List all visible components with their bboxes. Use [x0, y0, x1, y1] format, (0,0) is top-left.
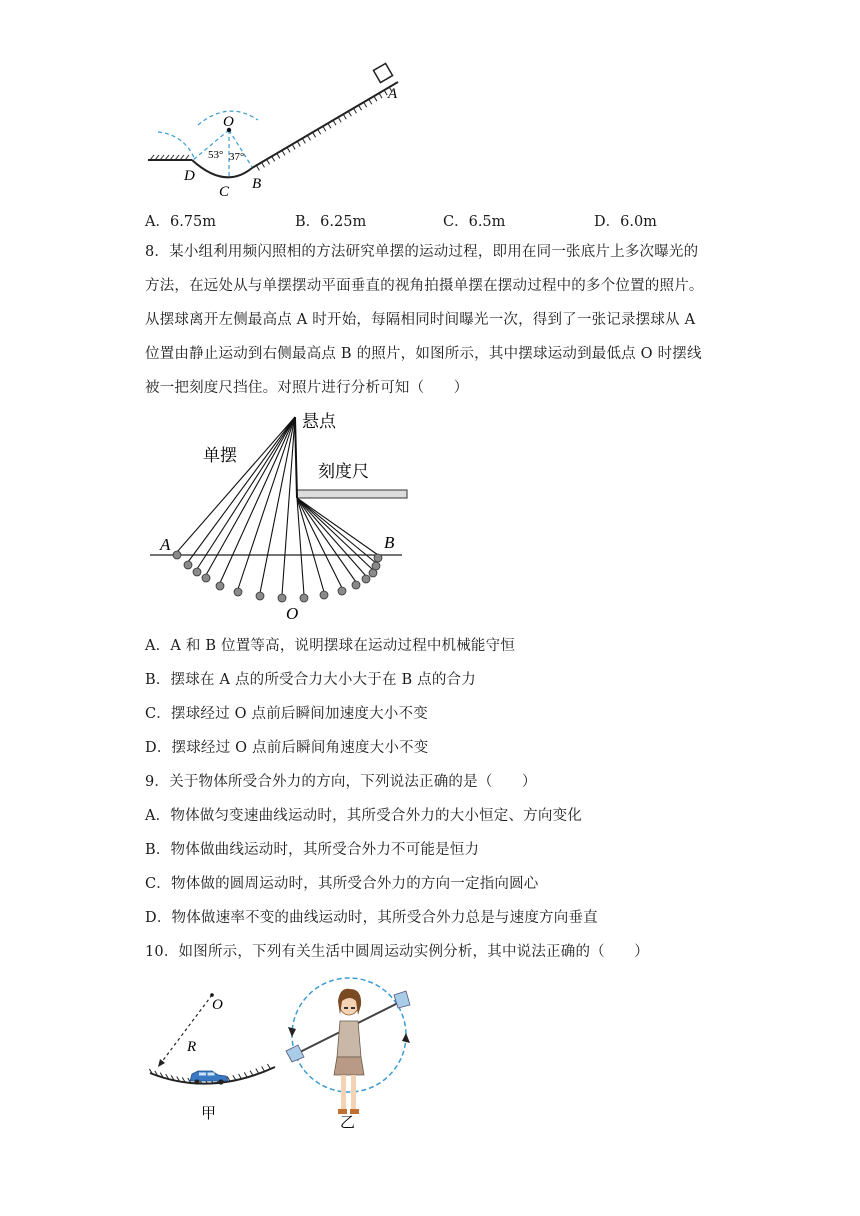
q7-figure	[140, 60, 420, 200]
q8-stem-line-2: 方法，在远处从与单摆摆动平面垂直的视角拍摄单摆在摆动过程中的多个位置的照片。	[145, 278, 704, 294]
q10-label-O: O	[212, 997, 223, 1013]
q7-option-d[interactable]: D．6.0m	[594, 214, 657, 230]
q10-stem: 10．如图所示，下列有关生活中圆周运动实例分析，其中说法正确的（ ）	[145, 944, 649, 960]
q8-option-c[interactable]: C．摆球经过 O 点前后瞬间加速度大小不变	[145, 706, 428, 722]
q8-option-a[interactable]: A．A 和 B 位置等高，说明摆球在运动过程中机械能守恒	[145, 638, 516, 654]
q8-label-O: O	[286, 604, 299, 623]
q8-ruler-label: 刻度尺	[318, 462, 369, 482]
q7-label-A: A	[388, 86, 398, 102]
q9-option-d[interactable]: D．物体做速率不变的曲线运动时，其所受合外力总是与速度方向垂直	[145, 910, 598, 926]
q10-figure-jia	[140, 985, 285, 1125]
q8-option-b[interactable]: B．摆球在 A 点的所受合力大小大于在 B 点的合力	[145, 672, 476, 688]
q8-stem-line-4: 位置由静止运动到右侧最高点 B 的照片，如图所示，其中摆球运动到最低点 O 时摆线	[145, 346, 702, 362]
q7-option-a[interactable]: A．6.75m	[145, 214, 217, 230]
q7-label-O: O	[223, 114, 234, 130]
q8-stem-line-3: 从摆球离开左侧最高点 A 时开始，每隔相同时间曝光一次，得到了一张记录摆球从 A	[145, 312, 696, 328]
pendulum-ball	[338, 587, 346, 595]
q8-figure	[140, 405, 430, 625]
pendulum-ball	[234, 588, 242, 596]
pendulum-ball	[374, 554, 382, 562]
pendulum-ball	[173, 551, 181, 559]
q7-label-B: B	[252, 176, 262, 192]
pendulum-ball	[184, 561, 192, 569]
q7-label-D: D	[184, 168, 195, 184]
q8-ruler	[297, 490, 407, 498]
q10-figure-yi	[280, 965, 425, 1130]
q7-option-c[interactable]: C．6.5m	[443, 214, 506, 230]
q8-label-A: A	[160, 535, 171, 554]
pendulum-ball	[216, 582, 224, 590]
q8-label-B: B	[384, 533, 395, 552]
pendulum-ball	[193, 568, 201, 576]
q7-angle-left: 53°	[208, 149, 224, 161]
q7-option-b[interactable]: B．6.25m	[295, 214, 367, 230]
q9-option-c[interactable]: C．物体做的圆周运动时，其所受合外力的方向一定指向圆心	[145, 876, 539, 892]
pendulum-ball	[202, 574, 210, 582]
q8-stem-line-5: 被一把刻度尺挡住。对照片进行分析可知（ ）	[145, 380, 469, 396]
pendulum-ball	[372, 562, 380, 570]
car-icon	[190, 1071, 228, 1085]
q8-option-d[interactable]: D．摆球经过 O 点前后瞬间角速度大小不变	[145, 740, 429, 756]
person-icon	[334, 989, 364, 1114]
q8-pendulum-label: 单摆	[203, 446, 237, 466]
pendulum-ball	[256, 592, 264, 600]
q9-option-b[interactable]: B．物体做曲线运动时，其所受合外力不可能是恒力	[145, 842, 480, 858]
q8-stem-line-1: 8．某小组利用频闪照相的方法研究单摆的运动过程，即用在同一张底片上多次曝光的	[145, 244, 699, 260]
q7-angle-right: 37°	[229, 151, 245, 163]
pendulum-ball	[300, 594, 308, 602]
q8-pivot-label: 悬点	[302, 412, 336, 432]
q10-label-R: R	[187, 1039, 197, 1055]
q7-label-C: C	[219, 184, 230, 200]
q10-label-yi: 乙	[340, 1113, 356, 1130]
q10-label-jia: 甲	[201, 1104, 217, 1122]
pendulum-ball	[278, 594, 286, 602]
pendulum-ball	[362, 575, 370, 583]
pendulum-ball	[352, 581, 360, 589]
pendulum-ball	[320, 591, 328, 599]
q9-stem: 9．关于物体所受合外力的方向，下列说法正确的是（ ）	[145, 774, 537, 790]
q9-option-a[interactable]: A．物体做匀变速曲线运动时，其所受合外力的大小恒定、方向变化	[145, 808, 582, 824]
